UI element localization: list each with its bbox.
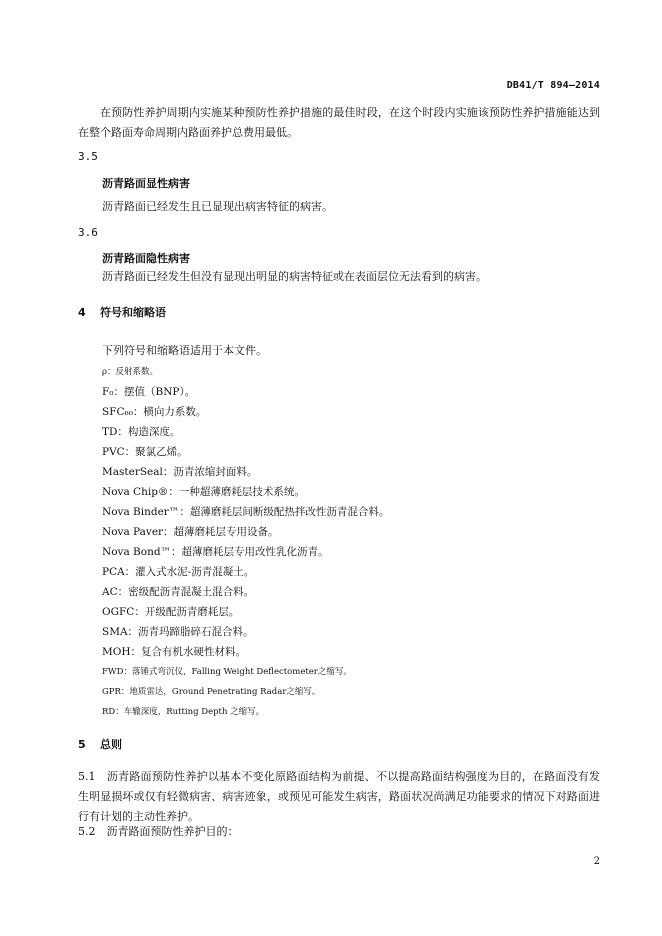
symbol-item: MasterSeal：沥青浓缩封面料。	[102, 466, 258, 478]
clause-number: 3.6	[78, 226, 98, 239]
symbol-item: Nova Chip®：一种超薄磨耗层技术系统。	[102, 486, 305, 498]
symbol-item: FWD：落锤式弯沉仪，Falling Weight Deflectometer之缩写。	[102, 667, 352, 677]
symbol-item: SFC₆₀：横向力系数。	[102, 406, 207, 418]
symbol-item: Nova Binder™：超薄磨耗层间断级配热拌改性沥青混合料。	[102, 506, 390, 518]
symbol-item: PVC：聚氯乙烯。	[102, 446, 188, 458]
symbol-item: Nova Paver：超薄磨耗层专用设备。	[102, 526, 279, 538]
section-heading	[78, 304, 166, 320]
section-title: 符号和缩略语	[100, 306, 166, 319]
intro-paragraph: 在预防性养护周期内实施某种预防性养护措施的最佳时段，在这个时段内实施该预防性养护措施能达到在整个路面寿命周期内路面养护总费用最低。	[78, 106, 600, 139]
symbol-item: TD：构造深度。	[102, 426, 181, 438]
symbol-item: RD：车辙深度，Rutting Depth 之缩写。	[102, 707, 265, 717]
symbol-list	[102, 362, 389, 722]
clause-paragraph: 5.1 沥青路面预防性养护以基本不变化原路面结构为前提、不以提高路面结构强度为目的，在路面没有发生明显损坏或仅有轻微病害、病害迹象，或预见可能发生病害，路面状况尚满足功能要求的情况下对路面进行有计划的主动性养护。	[78, 770, 600, 823]
section-number: 5	[78, 738, 86, 751]
term-definition: 沥青路面已经发生且已显现出病害特征的病害。	[102, 200, 333, 213]
term-definition: 沥青路面已经发生但没有显现出明显的病害特征或在表面层位无法看到的病害。	[102, 270, 487, 283]
symbol-item: GPR：地质雷达，Ground Penetrating Radar之缩写。	[102, 687, 321, 697]
term-heading: 沥青路面显性病害	[102, 177, 190, 190]
symbol-item: SMA：沥青玛蹄脂碎石混合料。	[102, 626, 254, 638]
clause-number: 3.5	[78, 150, 98, 163]
page-number: 2	[593, 856, 600, 867]
term-heading: 沥青路面隐性病害	[102, 252, 190, 265]
section-intro: 下列符号和缩略语适用于本文件。	[102, 344, 267, 357]
section-title: 总则	[100, 738, 122, 751]
symbol-item: AC：密级配沥青混凝土混合料。	[102, 586, 255, 598]
symbol-item: PCA：灌入式水泥-沥青混凝土。	[102, 566, 255, 578]
section-number: 4	[78, 306, 86, 319]
symbol-item: Nova Bond™：超薄磨耗层专用改性乳化沥青。	[102, 546, 329, 558]
document-id: DB41/T 894—2014	[506, 80, 600, 91]
symbol-item: ρ：反射系数。	[102, 367, 158, 377]
section-heading	[78, 736, 122, 752]
symbol-item: OGFC：开级配沥青磨耗层。	[102, 606, 240, 618]
symbol-item: MOH：复合有机水硬性材料。	[102, 646, 247, 658]
clause-paragraph: 5.2 沥青路面预防性养护目的：	[78, 825, 239, 838]
symbol-item: F₀：摆值（BNP）。	[102, 386, 196, 398]
